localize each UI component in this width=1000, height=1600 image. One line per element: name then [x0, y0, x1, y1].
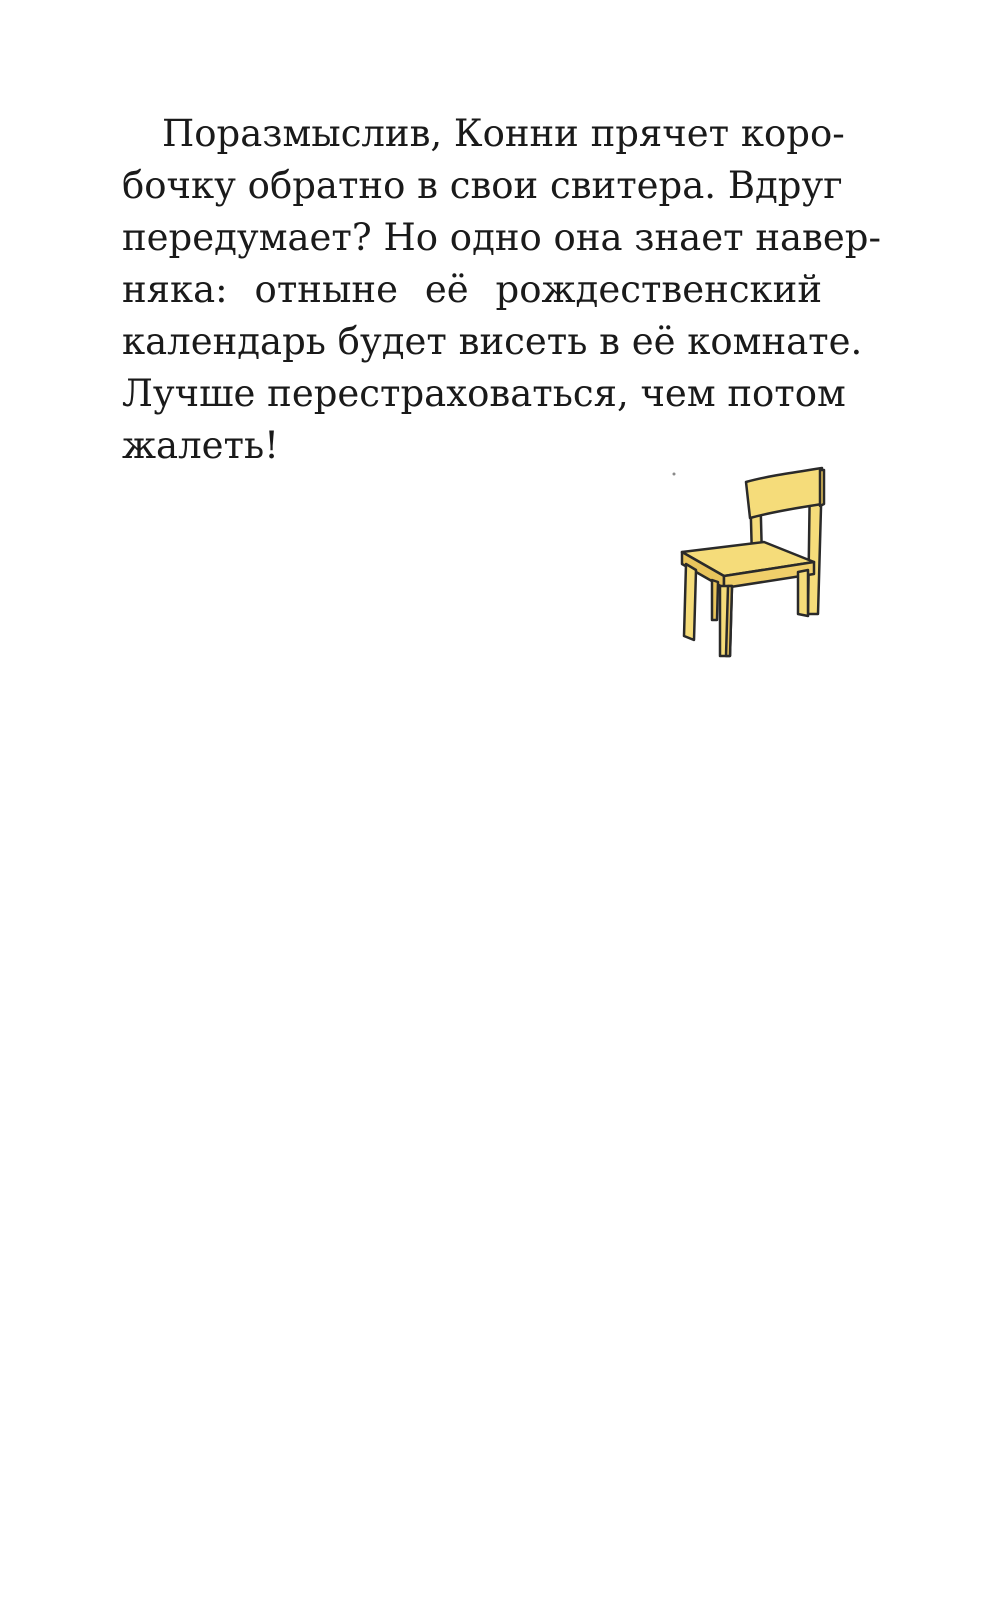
paragraph-line: Поразмыслив, Конни прячет коро-: [162, 112, 845, 155]
paragraph-line: жалеть!: [122, 424, 279, 467]
paragraph-line: передумает? Но одно она знает навер-: [122, 216, 881, 259]
chair-icon: [672, 464, 832, 664]
paragraph-line: календарь будет висеть в её комнате.: [122, 320, 863, 363]
paragraph-line: Лучше перестраховаться, чем потом: [122, 372, 846, 415]
paragraph-line: няка: отныне её рождественский: [122, 268, 822, 311]
story-paragraph: [122, 108, 881, 472]
paragraph-line: бочку обратно в свои свитера. Вдруг: [122, 164, 843, 207]
